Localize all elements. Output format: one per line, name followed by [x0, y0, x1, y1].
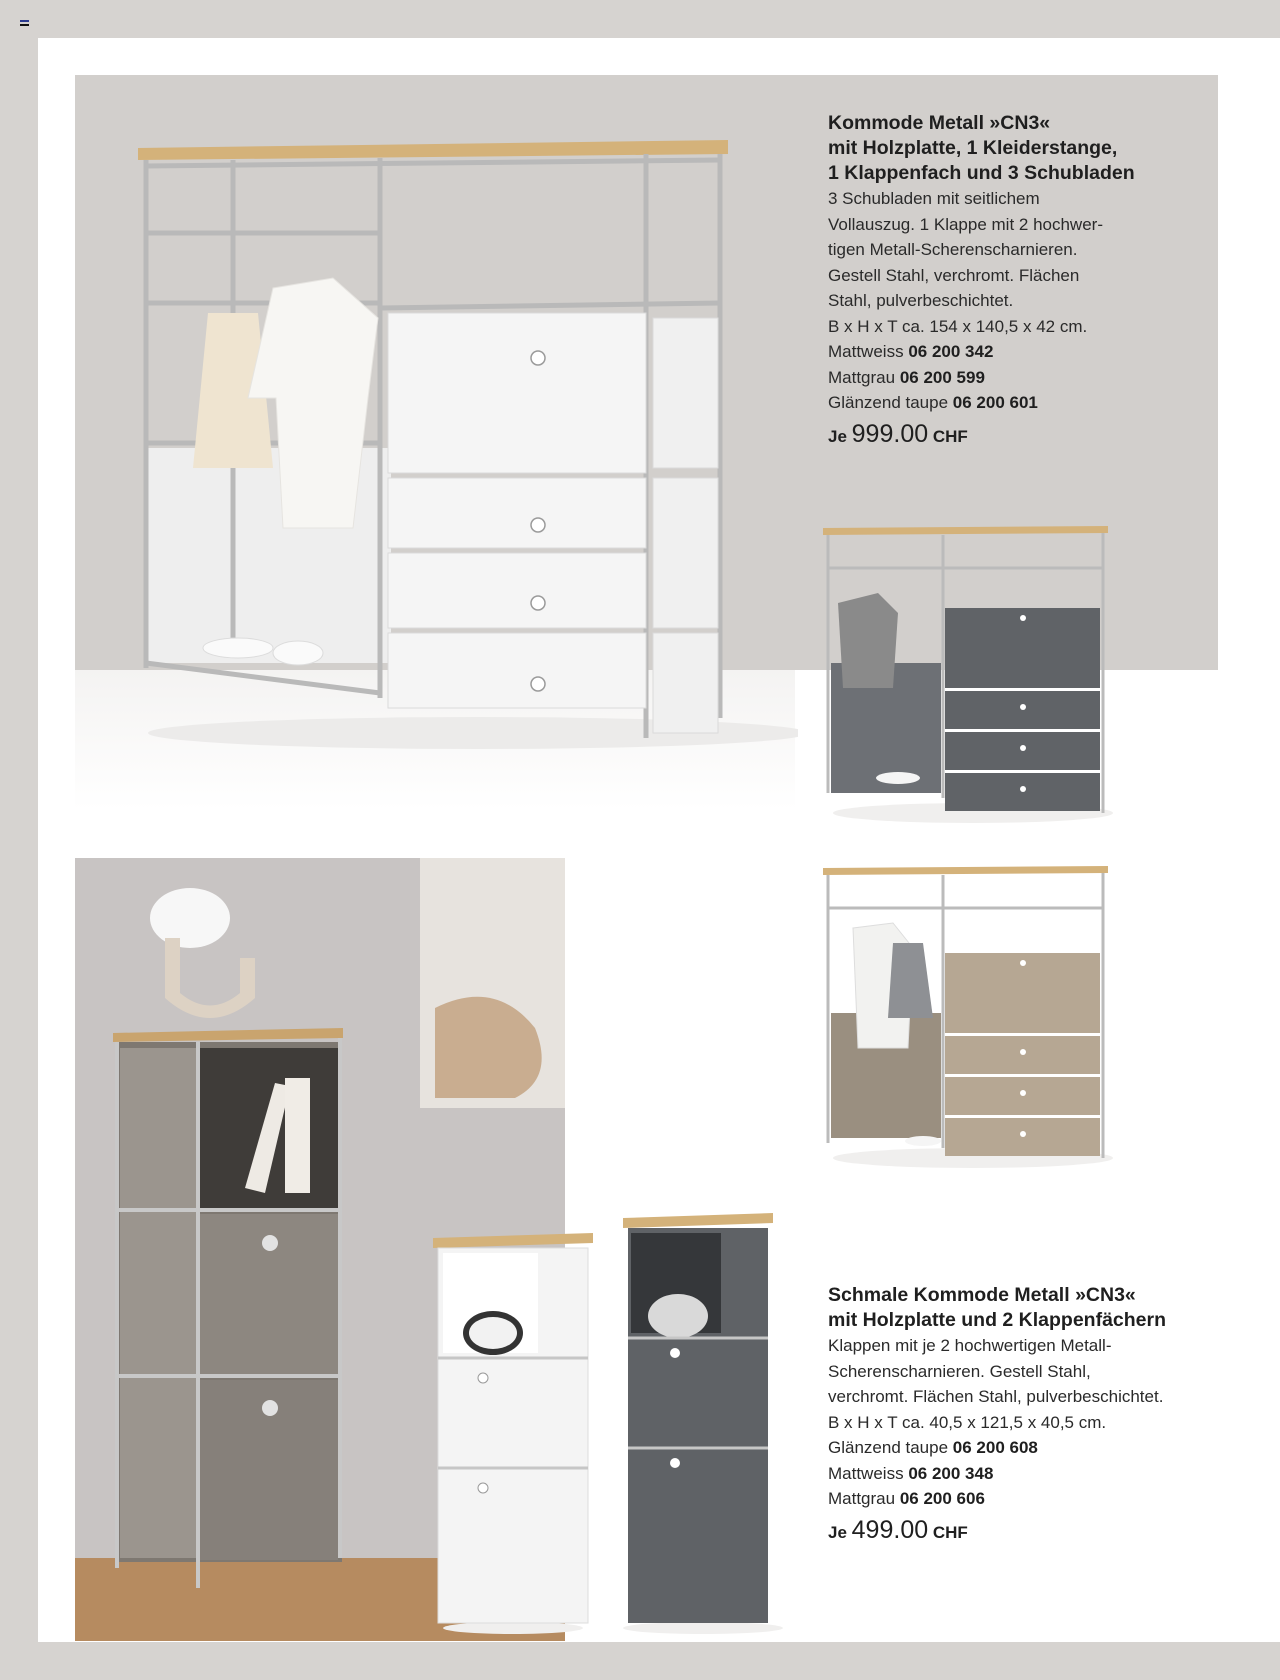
product-info-schmale-kommode	[828, 1283, 1268, 1545]
product-image-taupe-commode	[823, 858, 1123, 1178]
description-line: B x H x T ca. 40,5 x 121,5 x 40,5 cm.	[828, 1412, 1107, 1432]
price	[828, 1515, 1268, 1546]
title-line: Schmale Kommode Metall »CN3«	[828, 1284, 1136, 1306]
product-image-narrow-white-grey	[433, 1208, 803, 1638]
menu-icon[interactable]	[20, 20, 29, 28]
article-number: 06 200 342	[908, 342, 994, 361]
description-line: verchromt. Flächen Stahl, pulverbeschichtet.	[828, 1387, 1164, 1406]
variant-color: Glänzend taupe	[828, 1438, 949, 1457]
article-number: 06 200 348	[908, 1463, 994, 1483]
price-amount: 999.00	[851, 419, 929, 448]
description-line: Gestell Stahl, verchromt. Flächen	[828, 265, 1080, 285]
product-image-grey-commode	[823, 513, 1123, 833]
description-line: Vollauszug. 1 Klappe mit 2 hochwer-	[828, 214, 1103, 234]
price-prefix: Je	[828, 1522, 847, 1542]
price-currency: CHF	[932, 1522, 968, 1542]
description-line: 3 Schubladen mit seitlichem	[828, 189, 1040, 208]
price-amount: 499.00	[851, 1515, 929, 1544]
article-number: 06 200 606	[899, 1489, 985, 1508]
product-info-kommode	[828, 111, 1248, 449]
description-line: Stahl, pulverbeschichtet.	[828, 291, 1014, 310]
description-line: Klappen mit je 2 hochwertigen Metall-	[828, 1336, 1112, 1355]
variant-color: Mattgrau	[828, 1489, 896, 1508]
title-line: mit Holzplatte und 2 Klappenfächern	[828, 1309, 1167, 1331]
article-number: 06 200 601	[952, 393, 1038, 412]
description-line: B x H x T ca. 154 x 140,5 x 42 cm.	[828, 316, 1088, 336]
variant-row	[828, 390, 1248, 416]
variant-row	[828, 1486, 1268, 1512]
variant-color: Mattgrau	[828, 367, 896, 387]
article-number: 06 200 599	[899, 367, 985, 387]
title-line: Kommode Metall »CN3«	[828, 112, 1051, 134]
price	[828, 419, 1248, 450]
title-line: 1 Klappenfach und 3 Schubladen	[828, 162, 1135, 184]
description-line: Scherenscharnieren. Gestell Stahl,	[828, 1361, 1091, 1381]
variant-row	[828, 1461, 1268, 1487]
description-line: tigen Metall-Scherenscharnieren.	[828, 240, 1078, 259]
variant-row	[828, 365, 1248, 391]
product-title	[828, 111, 1248, 186]
variant-color: Mattweiss	[828, 342, 904, 361]
catalog-page	[38, 38, 1280, 1642]
variant-color: Glänzend taupe	[828, 393, 949, 412]
variant-row	[828, 1435, 1268, 1461]
price-currency: CHF	[932, 426, 968, 446]
article-number: 06 200 608	[952, 1438, 1038, 1457]
variant-row	[828, 339, 1248, 365]
title-line: mit Holzplatte, 1 Kleiderstange,	[828, 137, 1118, 159]
hero-product-image-white-commode	[98, 98, 798, 778]
price-prefix: Je	[828, 426, 847, 446]
product-title	[828, 1283, 1268, 1333]
variant-color: Mattweiss	[828, 1463, 904, 1483]
